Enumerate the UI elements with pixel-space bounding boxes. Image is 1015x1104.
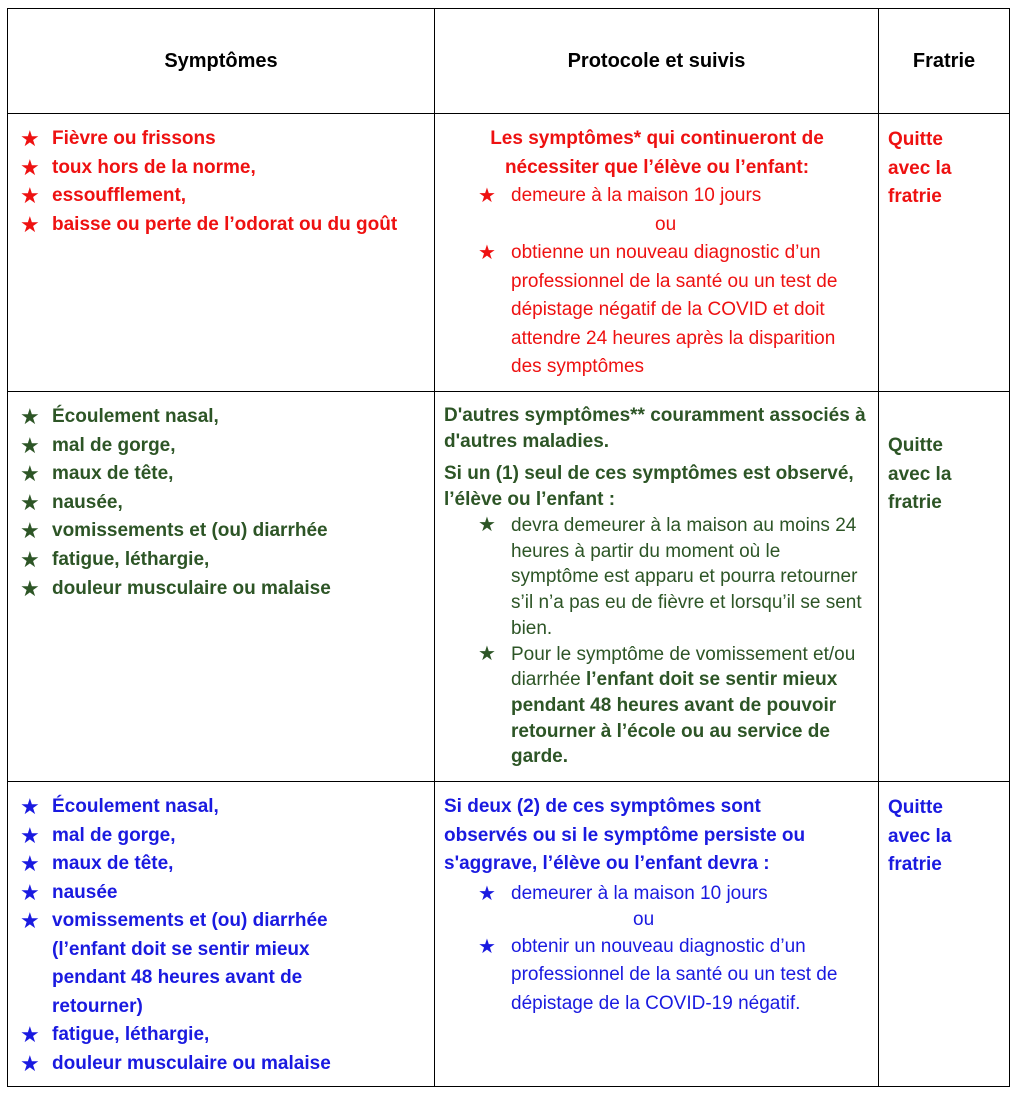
protocol-heading: Les symptômes* qui continueront de nécessiter que l’élève ou l’enfant: xyxy=(490,128,824,178)
protocol-heading: Si deux (2) de ces symptômes sont observés ou si le symptôme persiste ou s'aggrave, l’élève ou l’enfant devra : xyxy=(444,796,806,874)
star-icon: ★ xyxy=(20,404,40,429)
symptom-text: essoufflement, xyxy=(52,185,187,207)
star-icon: ★ xyxy=(478,185,496,207)
protocol-text: obtienne un nouveau diagnostic d’un professionnel de la santé ou un test de dépistage négatif de la COVID et doit attendre 24 heures après la disparition des symptômes xyxy=(511,242,838,377)
symptoms-cell xyxy=(8,782,435,1087)
protocol-cell xyxy=(435,782,879,1087)
protocol-cell xyxy=(435,392,879,782)
protocol-block xyxy=(435,114,878,382)
symptoms-cell xyxy=(8,114,435,392)
star-icon: ★ xyxy=(478,242,496,264)
list-item xyxy=(478,933,866,1019)
symptom-text: maux de tête, xyxy=(52,463,174,485)
table-header-row xyxy=(8,9,1010,114)
list-item xyxy=(20,460,424,489)
star-icon: ★ xyxy=(20,879,40,905)
fratrie-text: Quitte avec la fratrie xyxy=(888,435,952,513)
list-item xyxy=(20,125,424,154)
star-icon: ★ xyxy=(20,1022,40,1047)
fratrie-text: Quitte avec la fratrie xyxy=(888,797,952,875)
star-icon: ★ xyxy=(20,822,40,848)
symptom-text: maux de tête, xyxy=(52,853,174,874)
star-icon: ★ xyxy=(20,183,40,209)
symptom-text: nausée, xyxy=(52,491,123,513)
symptom-text: Écoulement nasal, xyxy=(52,406,219,427)
list-item xyxy=(20,517,424,546)
list-item xyxy=(20,1050,424,1079)
list-item xyxy=(20,432,424,461)
protocol-list xyxy=(444,182,866,382)
symptom-text: Fièvre ou frissons xyxy=(52,128,216,149)
star-icon: ★ xyxy=(20,518,40,544)
symptom-text: fatigue, léthargie, xyxy=(52,548,210,570)
protocol-subheading: Si un (1) seul de ces symptômes est observé, l’élève ou l’enfant : xyxy=(444,463,854,510)
list-item xyxy=(478,513,866,642)
list-item xyxy=(20,489,424,518)
star-icon: ★ xyxy=(20,1050,40,1076)
or-separator: ou xyxy=(633,908,655,930)
symptom-text: douleur musculaire ou malaise xyxy=(52,577,331,599)
table-row xyxy=(8,782,1010,1087)
or-separator: ou xyxy=(655,213,677,235)
fratrie-cell xyxy=(879,392,1010,782)
star-icon: ★ xyxy=(478,882,496,905)
protocol-cell xyxy=(435,114,879,392)
list-item xyxy=(20,403,424,432)
symptom-list xyxy=(8,114,434,239)
symptom-text: Écoulement nasal, xyxy=(52,796,219,817)
star-icon: ★ xyxy=(20,154,40,180)
protocol-text: devra demeurer à la maison au moins 24 heures à partir du moment où le symptôme est apparu et pourra retourner s’il n’a pas eu de fièvre et lorsqu’il se sent bien. xyxy=(511,515,862,639)
star-icon: ★ xyxy=(20,851,40,876)
list-item xyxy=(478,182,866,211)
symptom-text: fatigue, léthargie, xyxy=(52,1024,210,1045)
list-item xyxy=(20,879,424,908)
fratrie-cell xyxy=(879,782,1010,1087)
protocol-text: obtenir un nouveau diagnostic d’un professionnel de la santé ou un test de dépistage de la COVID-19 négatif. xyxy=(511,935,838,1014)
protocol-text: demeurer à la maison 10 jours xyxy=(511,882,768,904)
table-row xyxy=(8,114,1010,392)
star-icon: ★ xyxy=(20,575,40,601)
list-item xyxy=(20,907,424,1021)
list-item xyxy=(20,793,424,822)
symptom-text: vomissements et (ou) diarrhée xyxy=(52,520,328,542)
list-item xyxy=(478,642,866,771)
header-fratrie: Fratrie xyxy=(879,9,1010,114)
table-row xyxy=(8,392,1010,782)
protocol-heading: D'autres symptômes** couramment associés à d'autres maladies. xyxy=(444,405,866,452)
star-icon: ★ xyxy=(20,908,40,933)
symptom-text: toux hors de la norme, xyxy=(52,156,256,178)
symptom-text: baisse ou perte de l’odorat ou du goût xyxy=(52,213,398,235)
symptom-text: douleur musculaire ou malaise xyxy=(52,1052,331,1074)
star-icon: ★ xyxy=(478,514,496,536)
star-icon: ★ xyxy=(20,432,40,458)
list-item xyxy=(20,575,424,604)
symptom-text: mal de gorge, xyxy=(52,824,176,846)
symptoms-cell xyxy=(8,392,435,782)
star-icon: ★ xyxy=(20,794,40,819)
star-icon: ★ xyxy=(20,489,40,515)
list-item xyxy=(20,822,424,851)
list-item xyxy=(20,154,424,183)
symptoms-table xyxy=(7,8,1010,1087)
list-item xyxy=(20,850,424,879)
protocol-text: Pour le symptôme de vomissement et/ou diarrhée xyxy=(511,643,856,691)
list-item xyxy=(20,546,424,575)
protocol-block xyxy=(435,392,878,770)
list-item xyxy=(478,881,866,907)
symptom-list xyxy=(8,782,434,1078)
star-icon: ★ xyxy=(20,546,40,572)
star-icon: ★ xyxy=(20,126,40,151)
header-symptomes: Symptômes xyxy=(8,9,435,114)
symptom-text: nausée xyxy=(52,881,118,903)
protocol-block xyxy=(435,782,878,1018)
list-item xyxy=(20,182,424,211)
list-item xyxy=(20,211,424,240)
protocol-text: demeure à la maison 10 jours xyxy=(511,185,762,206)
fratrie-text: Quitte avec la fratrie xyxy=(888,129,952,207)
star-icon: ★ xyxy=(478,935,496,958)
protocol-bold-text: l’enfant doit se sentir mieux pendant 48 heures avant de pouvoir retourner à l’école ou au service de garde. xyxy=(511,669,838,768)
star-icon: ★ xyxy=(20,211,40,237)
list-item xyxy=(478,239,866,382)
star-icon: ★ xyxy=(478,642,496,665)
star-icon: ★ xyxy=(20,461,40,487)
protocol-list xyxy=(444,513,866,770)
header-protocole: Protocole et suivis xyxy=(435,9,879,114)
fratrie-cell xyxy=(879,114,1010,392)
symptom-list xyxy=(8,392,434,603)
symptom-text: mal de gorge, xyxy=(52,434,176,456)
symptom-text: vomissements et (ou) diarrhée (l’enfant doit se sentir mieux pendant 48 heures avant de retourner) xyxy=(52,910,328,1017)
protocol-list xyxy=(444,881,866,1019)
list-item xyxy=(20,1021,424,1050)
